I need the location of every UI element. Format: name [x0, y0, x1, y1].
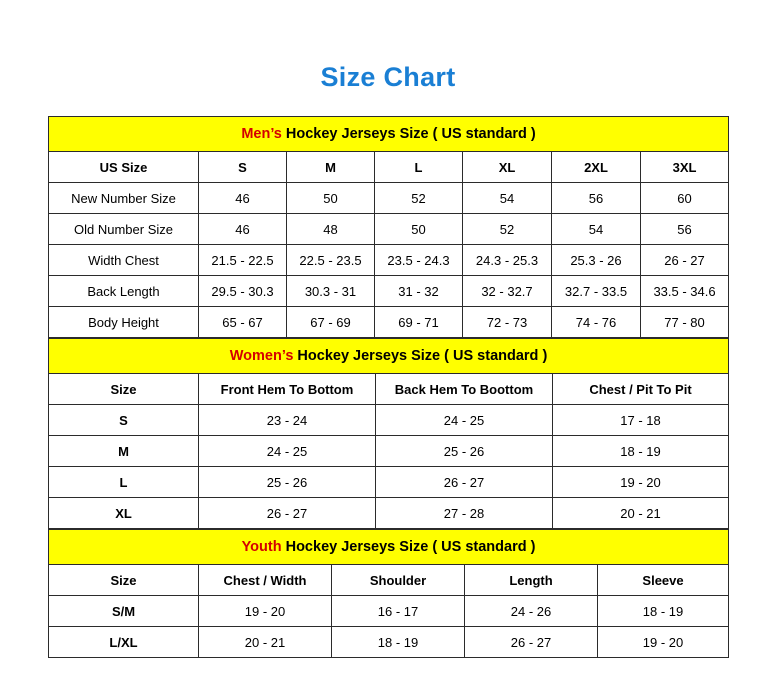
- youth-r0-c0: S/M: [49, 596, 199, 627]
- mens-r0-c1: 46: [199, 183, 287, 214]
- womens-col-2: Back Hem To Boottom: [376, 374, 553, 405]
- womens-header-accent: Women’s: [229, 348, 294, 364]
- mens-r0-c3: 52: [375, 183, 463, 214]
- mens-r1-c5: 54: [552, 214, 641, 245]
- youth-r0-c4: 18 - 19: [598, 596, 729, 627]
- youth-r1-c0: L/XL: [49, 627, 199, 658]
- mens-r2-c6: 26 - 27: [641, 245, 729, 276]
- womens-r1-c1: 24 - 25: [199, 436, 376, 467]
- womens-r0-c1: 23 - 24: [199, 405, 376, 436]
- mens-r3-c0: Back Length: [49, 276, 199, 307]
- womens-r2-c3: 19 - 20: [553, 467, 729, 498]
- mens-r1-c2: 48: [287, 214, 375, 245]
- youth-r0-c1: 19 - 20: [199, 596, 332, 627]
- mens-r4-c1: 65 - 67: [199, 307, 287, 338]
- table-row: [49, 596, 729, 627]
- table-row: [49, 307, 729, 338]
- mens-header-accent: Men’s: [241, 126, 282, 142]
- mens-r0-c4: 54: [463, 183, 552, 214]
- table-row: [49, 436, 729, 467]
- size-chart-tables: [48, 116, 728, 658]
- mens-r4-c2: 67 - 69: [287, 307, 375, 338]
- youth-header-accent: Youth: [241, 539, 282, 555]
- mens-r1-c3: 50: [375, 214, 463, 245]
- womens-r2-c0: L: [49, 467, 199, 498]
- mens-r2-c4: 24.3 - 25.3: [463, 245, 552, 276]
- mens-r1-c4: 52: [463, 214, 552, 245]
- mens-r3-c4: 32 - 32.7: [463, 276, 552, 307]
- youth-size-table: [48, 529, 729, 658]
- mens-col-5: 2XL: [552, 152, 641, 183]
- page-title: Size Chart: [320, 62, 456, 92]
- mens-r2-c1: 21.5 - 22.5: [199, 245, 287, 276]
- womens-r3-c1: 26 - 27: [199, 498, 376, 529]
- youth-col-0: Size: [49, 565, 199, 596]
- table-row: [49, 245, 729, 276]
- womens-column-header-row: [49, 374, 729, 405]
- mens-r3-c2: 30.3 - 31: [287, 276, 375, 307]
- mens-r0-c2: 50: [287, 183, 375, 214]
- youth-column-header-row: [49, 565, 729, 596]
- womens-r3-c2: 27 - 28: [376, 498, 553, 529]
- womens-col-3: Chest / Pit To Pit: [553, 374, 729, 405]
- table-row: [49, 405, 729, 436]
- youth-r0-c2: 16 - 17: [332, 596, 465, 627]
- table-row: [49, 276, 729, 307]
- womens-size-table: [48, 338, 729, 529]
- mens-col-6: 3XL: [641, 152, 729, 183]
- mens-size-table: [48, 116, 729, 338]
- womens-r1-c2: 25 - 26: [376, 436, 553, 467]
- mens-r3-c5: 32.7 - 33.5: [552, 276, 641, 307]
- womens-r0-c2: 24 - 25: [376, 405, 553, 436]
- mens-r3-c1: 29.5 - 30.3: [199, 276, 287, 307]
- womens-r0-c3: 17 - 18: [553, 405, 729, 436]
- mens-r4-c0: Body Height: [49, 307, 199, 338]
- mens-col-1: S: [199, 152, 287, 183]
- youth-r1-c4: 19 - 20: [598, 627, 729, 658]
- mens-r0-c6: 60: [641, 183, 729, 214]
- womens-r0-c0: S: [49, 405, 199, 436]
- mens-r4-c6: 77 - 80: [641, 307, 729, 338]
- table-row: [49, 183, 729, 214]
- table-row: [49, 467, 729, 498]
- youth-col-4: Sleeve: [598, 565, 729, 596]
- youth-col-2: Shoulder: [332, 565, 465, 596]
- mens-r3-c6: 33.5 - 34.6: [641, 276, 729, 307]
- womens-col-1: Front Hem To Bottom: [199, 374, 376, 405]
- mens-col-3: L: [375, 152, 463, 183]
- mens-header-rest: Hockey Jerseys Size ( US standard ): [281, 126, 536, 142]
- table-row: [49, 214, 729, 245]
- mens-r3-c3: 31 - 32: [375, 276, 463, 307]
- mens-r1-c1: 46: [199, 214, 287, 245]
- mens-col-0: US Size: [49, 152, 199, 183]
- mens-r4-c3: 69 - 71: [375, 307, 463, 338]
- mens-col-4: XL: [463, 152, 552, 183]
- youth-r1-c3: 26 - 27: [465, 627, 598, 658]
- womens-section-header-row: [49, 339, 729, 374]
- mens-column-header-row: [49, 152, 729, 183]
- womens-r3-c3: 20 - 21: [553, 498, 729, 529]
- womens-header-rest: Hockey Jerseys Size ( US standard ): [293, 348, 548, 364]
- youth-r0-c3: 24 - 26: [465, 596, 598, 627]
- mens-r2-c2: 22.5 - 23.5: [287, 245, 375, 276]
- youth-section-header: [49, 530, 729, 565]
- mens-r1-c6: 56: [641, 214, 729, 245]
- womens-col-0: Size: [49, 374, 199, 405]
- youth-col-1: Chest / Width: [199, 565, 332, 596]
- youth-r1-c1: 20 - 21: [199, 627, 332, 658]
- womens-r3-c0: XL: [49, 498, 199, 529]
- mens-r2-c5: 25.3 - 26: [552, 245, 641, 276]
- youth-section-header-row: [49, 530, 729, 565]
- mens-r0-c0: New Number Size: [49, 183, 199, 214]
- mens-r1-c0: Old Number Size: [49, 214, 199, 245]
- table-row: [49, 627, 729, 658]
- womens-r2-c1: 25 - 26: [199, 467, 376, 498]
- table-row: [49, 498, 729, 529]
- mens-r2-c0: Width Chest: [49, 245, 199, 276]
- mens-section-header-row: [49, 117, 729, 152]
- youth-col-3: Length: [465, 565, 598, 596]
- womens-r1-c3: 18 - 19: [553, 436, 729, 467]
- youth-header-rest: Hockey Jerseys Size ( US standard ): [281, 539, 536, 555]
- womens-r2-c2: 26 - 27: [376, 467, 553, 498]
- mens-r4-c5: 74 - 76: [552, 307, 641, 338]
- mens-section-header: [49, 117, 729, 152]
- mens-r0-c5: 56: [552, 183, 641, 214]
- womens-section-header: [49, 339, 729, 374]
- womens-r1-c0: M: [49, 436, 199, 467]
- mens-r2-c3: 23.5 - 24.3: [375, 245, 463, 276]
- youth-r1-c2: 18 - 19: [332, 627, 465, 658]
- mens-col-2: M: [287, 152, 375, 183]
- mens-r4-c4: 72 - 73: [463, 307, 552, 338]
